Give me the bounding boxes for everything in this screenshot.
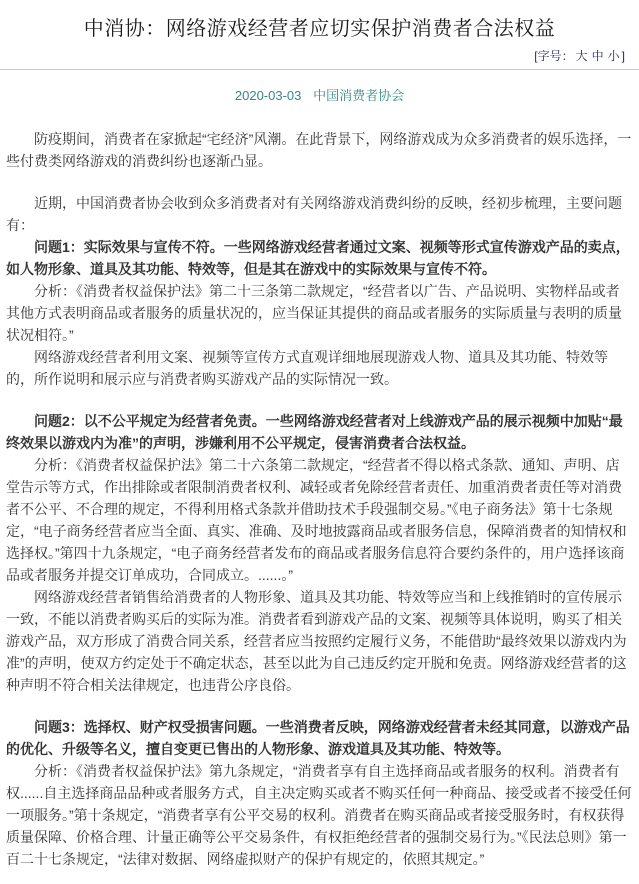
article-paragraph: 问题1：实际效果与宣传不符。一些网络游戏经营者通过文案、视频等形式宣传游戏产品的卖点，如人物形象、道具及其功能、特效等，但是其在游戏中的实际效果与宣传不符。 xyxy=(6,239,630,277)
article-paragraph: 问题3：选择权、财产权受损害问题。一些消费者反映，网络游戏经营者未经其同意，以游戏产品的优化、升级等名义，擅自变更已售出的人物形象、游戏道具及其功能、特效等。 xyxy=(6,719,630,757)
source-name: 中国消费者协会 xyxy=(313,88,405,103)
publish-date: 2020-03-03 xyxy=(234,88,302,103)
article-paragraph: 近期，中国消费者协会收到众多消费者对有关网络游戏消费纠纷的反映，经初步梳理，主要问题有： xyxy=(6,195,622,233)
article-paragraph: 分析：《消费者权益保护法》第二十六条第二款规定，“经营者不得以格式条款、通知、声明、店堂告示等方式，作出排除或者限制消费者权利、减轻或者免除经营者责任、加重消费者责任等对消费者不公平、不合理的规定，不得利用格式条款并借助技术手段强制交易。”《电子商务法》第十七条规定，“电子商务经营者应当全面、真实、准确、及时地披露商品或者服务信息，保障消费者的知情权和选择权。”第四十九条规定，“电子商务经营者发布的商品或者服务信息符合要约条件的，用户选择该商品或者服务并提交订单成功，合同成立。......。” xyxy=(6,457,627,583)
article-body xyxy=(0,128,639,884)
article-paragraph: 网络游戏经营者利用文案、视频等宣传方式直观详细地展现游戏人物、道具及其功能、特效等的，所作说明和展示应与消费者购买游戏产品的实际情况一致。 xyxy=(6,349,608,387)
article-paragraph: 分析：《消费者权益保护法》第九条规定，“消费者享有自主选择商品或者服务的权利。消费者有权......自主选择商品品种或者服务方式，自主决定购买或者不购买任何一种商品、接受或者不接受任何一项服务。”第十条规定，“消费者享有公平交易的权利。消费者在购买商品或者接受服务时，有权获得质量保障、价格合理、计量正确等公平交易条件，有权拒绝经营者的强制交易行为。”《民法总则》第一百二十七条规定，“法律对数据、网络虚拟财产的保护有规定的，依照其规定。” xyxy=(6,763,632,867)
font-size-widget xyxy=(0,41,639,69)
article-paragraph: 网络游戏经营者销售给消费者的人物形象、道具及其功能、特效等应当和上线推销时的宣传展示一致，不能以消费者购买后的实际为准。消费者看到游戏产品的文案、视频等具体说明，购买了相关游戏产品，双方形成了消费合同关系，经营者应当按照约定履行义务，不能借助“最终效果以游戏内为准”的声明，使双方约定处于不确定状态，甚至以此为自己违反约定开脱和免责。网络游戏经营者的这种声明不符合相关法律规定，也违背公序良俗。 xyxy=(6,589,627,693)
page-title: 中消协：网络游戏经营者应切实保护消费者合法权益 xyxy=(83,18,556,40)
font-size-label-close: ] xyxy=(621,49,625,63)
font-size-medium-link[interactable]: 中 xyxy=(591,49,604,63)
header-divider xyxy=(0,69,639,70)
article-paragraph: 防疫期间，消费者在家掀起“宅经济”风潮。在此背景下，网络游戏成为众多消费者的娱乐选择，一些付费类网络游戏的消费纠纷也逐渐凸显。 xyxy=(6,131,632,169)
font-size-large-link[interactable]: 大 xyxy=(575,49,588,63)
article-paragraph: 分析：《消费者权益保护法》第二十三条第二款规定，“经营者以广告、产品说明、实物样品或者其他方式表明商品或者服务的质量状况的，应当保证其提供的商品或者服务的实际质量与表明的质量状况相符。” xyxy=(6,283,622,343)
byline xyxy=(0,85,639,104)
font-size-small-link[interactable]: 小 xyxy=(607,49,620,63)
font-size-label: [字号： xyxy=(534,49,574,63)
article-paragraph: 问题2：以不公平规定为经营者免责。一些网络游戏经营者对上线游戏产品的展示视频中加贴“最终效果以游戏内为准”的声明，涉嫌利用不公平规定，侵害消费者合法权益。 xyxy=(6,413,623,451)
